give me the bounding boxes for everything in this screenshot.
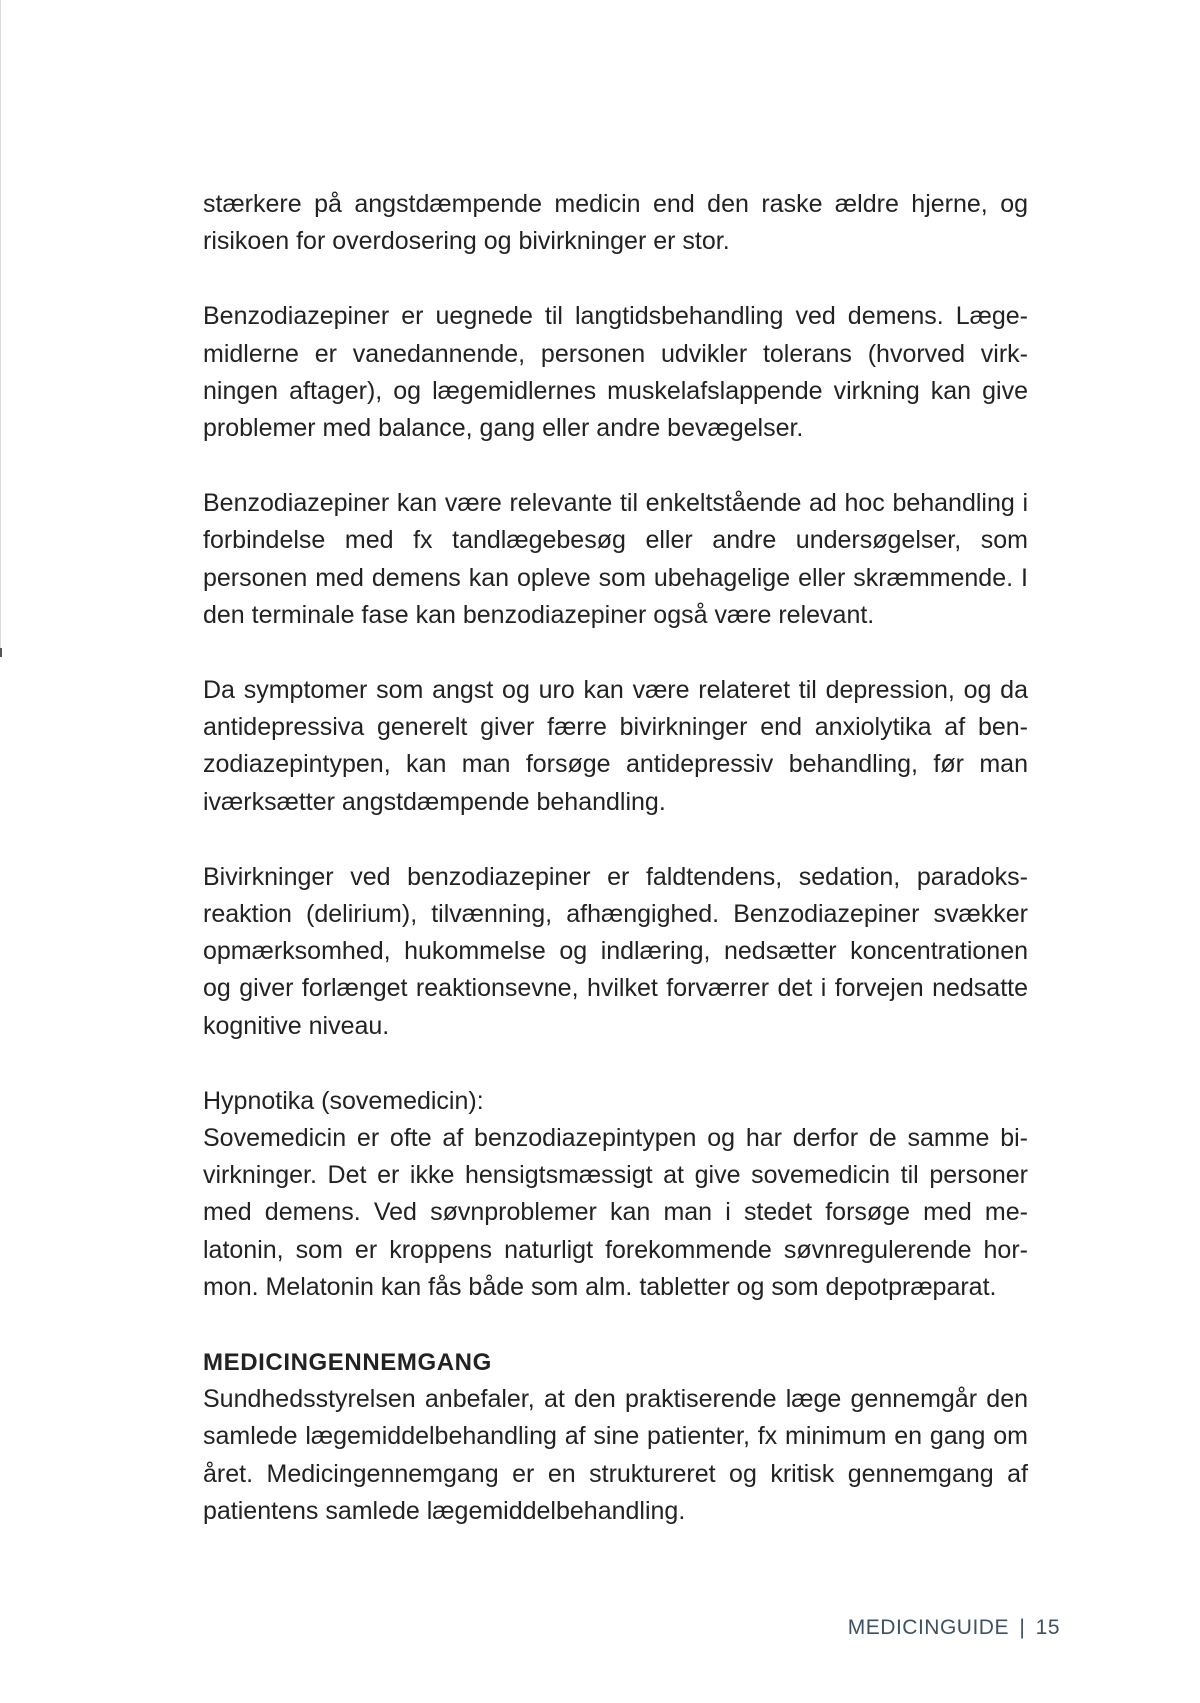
page-footer (848, 1614, 1060, 1642)
paragraph-4: Da symptomer som angst og uro kan være relateret til depression, og da antidepressiva generelt giver færre bivirkninger end anxiolytika af benzodiazepintypen, kan man forsøge antidepressiv behandling, før man iværksætter angstdæmpende behandling. (203, 676, 1028, 816)
page-edge-tick (0, 648, 2, 657)
hypnotika-block (203, 1083, 1028, 1306)
paragraph-3: Benzodiazepiner kan være relevante til enkeltstående ad hoc behandling i forbindelse med fx tandlægebesøg eller andre undersøgelser, som personen med demens kan opleve som ubehagelige eller skræmmende. I den terminale fase kan benzodiazepiner også være relevant. (203, 489, 1028, 629)
page-content (203, 186, 1028, 1568)
section-paragraph: Sundhedsstyrelsen anbefaler, at den praktiserende læge gennemgår den samlede lægemiddelbehandling af sine patienter, fx minimum en gang om året. Medicingennemgang er en struktureret og kritisk gennemgang af patientens samlede lægemiddelbehandling. (203, 1385, 1028, 1525)
page-edge-line (0, 0, 1, 655)
footer-separator: | (1019, 1616, 1026, 1639)
hypnotika-paragraph: Sovemedicin er ofte af benzodiazepintypen og har derfor de samme bivirkninger. Det er ikke hensigtsmæssigt at give sovemedicin til personer med demens. Ved søvnproblemer kan man i stedet forsøge med melatonin, som er kroppens naturligt forekommende søvnregulerende hormon. Melatonin kan fås både som alm. tabletter og som depotpræparat. (203, 1124, 1028, 1301)
paragraph-2: Benzodiazepiner er uegnede til langtidsbehandling ved demens. Lægemidlerne er vanedannende, personen udvikler tolerans (hvorved virkningen aftager), og lægemidlernes muskelafslappende virkning kan give problemer med balance, gang eller andre bevægelser. (203, 302, 1028, 443)
paragraph-1: stærkere på angstdæmpende medicin end den raske ældre hjerne, og risikoen for overdosering og bivirkninger er stor. (203, 190, 1028, 256)
hypnotika-label: Hypnotika (sovemedicin): (203, 1086, 484, 1115)
paragraph-5: Bivirkninger ved benzodiazepiner er faldtendens, sedation, paradoksreaktion (delirium), tilvænning, afhængighed. Benzodiazepiner svækker opmærksomhed, hukommelse og indlæring, nedsætter koncentrationen og giver forlænget reaktionsevne, hvilket forværrer det i forvejen nedsatte kognitive niveau. (203, 862, 1028, 1040)
medicingennemgang-section (203, 1344, 1028, 1530)
footer-title: MEDICINGUIDE (847, 1616, 1009, 1639)
section-heading: MEDICINGENNEMGANG (203, 1349, 492, 1377)
page-number: 15 (1035, 1616, 1060, 1639)
